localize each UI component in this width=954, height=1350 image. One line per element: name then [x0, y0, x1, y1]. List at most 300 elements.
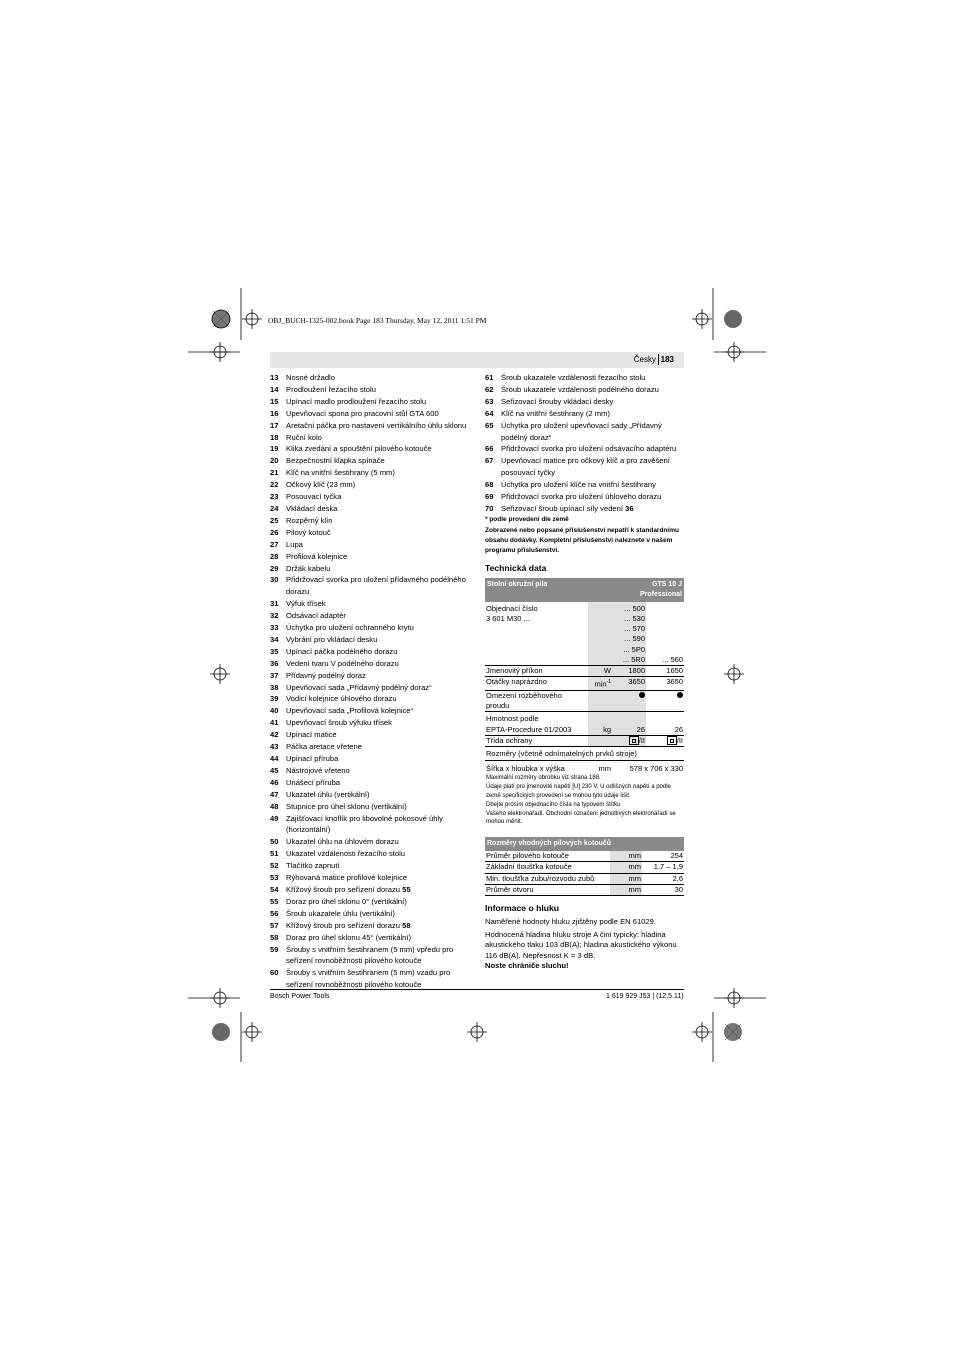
list-item — [485, 443, 685, 455]
item-number: 14 — [270, 384, 279, 394]
order-label — [485, 602, 588, 666]
noise-text-2: Hodnocená hladina hluku stroje A činí typicky: hladina akustického tlaku 103 dB(A); hladina akustického výkonu 116 dB(A). Nepřesnost K = 3 dB. — [485, 929, 677, 960]
item-text — [501, 420, 685, 444]
bullet-dot-icon — [639, 692, 645, 698]
item-text — [286, 467, 470, 479]
item-text — [286, 455, 470, 467]
list-item — [270, 491, 470, 503]
list-item — [485, 384, 685, 396]
item-number: 56 — [270, 908, 279, 918]
list-item — [270, 693, 470, 705]
header-separator — [658, 354, 659, 365]
item-label: Šroub ukazatele vzdálenosti podélného dorazu — [501, 384, 659, 394]
item-reference: 58 — [402, 920, 411, 930]
item-label: Ukazatel úhlu (vertikální) — [286, 789, 370, 799]
item-number: 13 — [270, 373, 279, 382]
item-label: Vedení tvaru V podélného dorazu — [286, 658, 399, 668]
list-item — [485, 372, 685, 384]
item-label: Držák kabelu — [286, 563, 331, 573]
accessory-note: Zobrazené nebo popsané příslušenství nepatří k standardnímu obsahu dodávky. Kompletní příslušenství naleznete v našem programu příslušenství. — [485, 526, 679, 554]
item-number: 68 — [485, 480, 494, 490]
list-item — [270, 384, 470, 396]
blade-unit: mm — [610, 873, 642, 884]
list-item — [270, 443, 470, 455]
item-text — [286, 622, 470, 634]
item-label: Úchytka pro uložení ochranného krytu — [286, 623, 414, 633]
list-item — [270, 467, 470, 479]
item-text — [286, 884, 470, 896]
list-item — [270, 563, 470, 575]
blade-row — [485, 884, 684, 895]
blade-label: Průměr otvoru — [485, 884, 610, 895]
item-text — [286, 682, 470, 694]
item-number: 49 — [270, 813, 279, 823]
whd-unit: mm — [598, 764, 611, 774]
list-item — [270, 777, 470, 789]
item-number: 35 — [270, 646, 279, 656]
item-label: Přidržovací svorka pro uložení přídavného podélného dorazu — [286, 575, 466, 597]
list-item — [270, 753, 470, 765]
item-text — [286, 574, 470, 598]
noise-warning: Noste chrániče sluchu! — [485, 961, 569, 971]
item-text — [501, 479, 685, 491]
item-text — [286, 789, 470, 801]
item-number: 17 — [270, 420, 279, 430]
list-item — [270, 539, 470, 551]
item-number: 47 — [270, 789, 279, 799]
footnote: * podle provedení dle země — [485, 515, 569, 523]
item-label: Pilový kotouč — [286, 527, 331, 537]
item-reference: 36 — [625, 503, 634, 513]
list-item — [270, 789, 470, 801]
weight-unit: kg — [588, 712, 612, 735]
item-text — [286, 813, 470, 837]
list-item — [485, 479, 685, 491]
list-item — [270, 884, 470, 896]
list-item — [270, 527, 470, 539]
item-number: 23 — [270, 492, 279, 502]
list-item — [485, 455, 685, 479]
item-text — [286, 896, 470, 908]
blade-table-header: Rozměry vhodných pilových kotoučů — [485, 837, 684, 851]
blade-unit: mm — [610, 884, 642, 895]
item-text — [286, 967, 470, 991]
tech-table-header-left: Stolní okružní pila — [485, 578, 612, 602]
startup-unit — [588, 691, 612, 712]
item-text — [286, 527, 470, 539]
list-item — [270, 967, 470, 991]
item-number: 39 — [270, 694, 279, 704]
item-label: Tlačítko zapnutí — [286, 861, 340, 871]
list-item — [270, 717, 470, 729]
item-text — [286, 908, 470, 920]
item-number: 16 — [270, 408, 279, 418]
list-item — [270, 932, 470, 944]
blade-dimensions-table — [485, 837, 684, 896]
weight-row — [485, 712, 684, 735]
blade-unit: mm — [610, 862, 642, 873]
item-number: 61 — [485, 373, 494, 382]
order-unit — [588, 602, 612, 666]
item-text — [286, 932, 470, 944]
item-text — [286, 729, 470, 741]
list-item — [270, 551, 470, 563]
item-number: 32 — [270, 611, 279, 621]
order-code: ... 5R0 — [622, 654, 645, 664]
class-value-a-text: /II — [638, 735, 645, 745]
power-value-a: 1800 — [612, 666, 646, 677]
list-item — [270, 729, 470, 741]
list-item — [270, 896, 470, 908]
item-text — [501, 455, 685, 479]
speed-value-a: 3650 — [612, 677, 646, 691]
item-label: Křížový šroub pro seřízení dorazu — [286, 884, 400, 894]
item-text — [286, 705, 470, 717]
item-text — [501, 408, 685, 420]
item-text — [286, 717, 470, 729]
item-label: Očkový klíč (23 mm) — [286, 480, 356, 490]
list-item — [270, 503, 470, 515]
item-text — [286, 443, 470, 455]
item-label: Přidržovací svorka pro uložení úhlového dorazu — [501, 492, 662, 502]
item-number: 34 — [270, 634, 279, 644]
order-code-b: ... 560 — [646, 602, 684, 666]
item-number: 25 — [270, 515, 279, 525]
item-label: Rozpěrný klín — [286, 515, 333, 525]
item-number: 63 — [485, 396, 494, 406]
list-item — [485, 503, 685, 515]
item-text — [286, 515, 470, 527]
item-text — [501, 372, 685, 384]
parts-list-left — [270, 372, 470, 991]
item-number: 66 — [485, 444, 494, 454]
class-value-b-text: /II — [676, 735, 683, 745]
list-item — [270, 908, 470, 920]
weight-label-2: EPTA-Procedure 01/2003 — [486, 724, 572, 734]
item-number: 58 — [270, 932, 279, 942]
list-item — [270, 682, 470, 694]
item-number: 44 — [270, 754, 279, 763]
item-label: Klíč na vnitřní šestihrany (2 mm) — [501, 408, 610, 418]
list-item — [270, 813, 470, 837]
item-text — [286, 491, 470, 503]
list-item — [270, 396, 470, 408]
item-text — [286, 836, 470, 848]
item-text — [286, 920, 470, 932]
item-number: 40 — [270, 706, 279, 716]
blade-value: 1,7 – 1,9 — [642, 862, 684, 873]
item-number: 22 — [270, 480, 279, 490]
item-number: 26 — [270, 527, 279, 537]
item-number: 42 — [270, 730, 279, 740]
item-text — [286, 551, 470, 563]
item-number: 50 — [270, 837, 279, 847]
footer-brand: Bosch Power Tools — [270, 993, 330, 1000]
item-label: Seřizovací šrouby vkládací desky — [501, 396, 614, 406]
item-text — [286, 693, 470, 705]
item-label: Nástrojové vřeteno — [286, 765, 350, 775]
item-number: 46 — [270, 777, 279, 787]
whd-row — [485, 761, 684, 775]
item-number: 67 — [485, 456, 494, 466]
item-text — [286, 872, 470, 884]
item-text — [286, 741, 470, 753]
item-number: 52 — [270, 861, 279, 871]
list-item — [485, 420, 685, 444]
item-label: Unášecí příruba — [286, 777, 341, 787]
dims-label: Rozměry (včetně odnímatelných prvků stroje) — [485, 747, 684, 761]
double-insulation-icon — [629, 736, 639, 745]
blade-value: 254 — [642, 851, 684, 862]
item-label: Šroub ukazatele vzdálenosti řezacího stolu — [501, 373, 646, 382]
item-number: 55 — [270, 896, 279, 906]
blade-label: Min. tloušťka zubu/rozvodu zubů — [485, 873, 610, 884]
item-text — [286, 944, 470, 968]
power-unit: W — [588, 666, 612, 677]
item-label: Šrouby s vnitřním šestihranem (5 mm) vzadu pro seřízení rovnoběžnosti pilového kotouče — [286, 968, 451, 990]
footer-rule — [270, 989, 684, 990]
list-item — [485, 408, 685, 420]
speed-value-b: 3650 — [646, 677, 684, 691]
list-item — [485, 396, 685, 408]
power-label: Jmenovitý příkon — [485, 666, 588, 677]
startup-label: Omezení rozběhového proudu — [485, 691, 588, 712]
list-item — [270, 420, 470, 432]
item-label: Vodicí kolejnice úhlového dorazu — [286, 694, 397, 704]
item-number: 70 — [485, 503, 494, 513]
item-text — [286, 848, 470, 860]
item-text — [286, 598, 470, 610]
item-label: Ukazatel úhlu na úhlovém dorazu — [286, 837, 399, 847]
item-label: Upínací madlo prodloužení řezacího stolu — [286, 396, 427, 406]
item-text — [286, 658, 470, 670]
item-label: Upevňovací šroub výfuku třísek — [286, 718, 392, 728]
tech-note-1: Maximální rozměry obrobku viz strana 188. — [486, 775, 601, 782]
right-column — [485, 372, 685, 972]
item-label: Upevňovací spona pro pracovní stůl GTA 600 — [286, 408, 439, 418]
item-label: Nosné držadlo — [286, 373, 335, 382]
item-label: Zajišťovací knoflík pro libovolné pokosové úhly (horizontální) — [286, 813, 443, 835]
tech-note-2: Údaje platí pro jmenovité napětí [U] 230 V. U odlišných napětí a podle země specifických provedení se mohou tyto údaje lišit. — [486, 784, 671, 800]
item-label: Křížový šroub pro seřízení dorazu — [286, 920, 400, 930]
item-label: Ukazatel vzdálenosti řezacího stolu — [286, 849, 406, 859]
item-text — [286, 646, 470, 658]
blade-label: Základní tloušťka kotouče — [485, 862, 610, 873]
speed-label: Otáčky naprázdno — [485, 677, 588, 691]
power-row — [485, 666, 684, 677]
item-text — [286, 777, 470, 789]
list-item — [270, 455, 470, 467]
item-label: Výfuk třísek — [286, 599, 326, 609]
item-label: Úchytka pro uložení upevňovací sady „Přídavný podélný doraz“ — [501, 420, 662, 442]
item-label: Upevňovací sada „Přídavný podélný doraz“ — [286, 682, 432, 692]
speed-unit-sup: -1 — [606, 679, 611, 686]
item-label: Seřizovací šroub upínací síly vedení — [501, 503, 623, 513]
item-number: 18 — [270, 432, 279, 442]
blade-row — [485, 873, 684, 884]
item-number: 62 — [485, 384, 494, 394]
item-number: 37 — [270, 670, 279, 680]
item-text — [286, 753, 470, 765]
print-header: OBJ_BUCH-1325-002.book Page 183 Thursday, May 12, 2011 1:51 PM — [268, 316, 487, 325]
weight-value-a: 26 — [612, 712, 646, 735]
item-text — [286, 801, 470, 813]
item-label: Klika zvedání a spouštění pilového kotouče — [286, 444, 432, 454]
item-text — [501, 503, 685, 515]
item-label: Prodloužení řezacího stolu — [286, 384, 376, 394]
list-item — [485, 491, 685, 503]
item-number: 31 — [270, 599, 279, 609]
noise-heading: Informace o hluku — [485, 903, 560, 914]
item-text — [286, 670, 470, 682]
item-number: 64 — [485, 408, 494, 418]
item-label: Posouvací tyčka — [286, 492, 342, 502]
order-label-2: 3 601 M30 ... — [486, 614, 530, 624]
list-item — [270, 408, 470, 420]
tech-notes-row — [485, 774, 684, 827]
item-text — [286, 420, 470, 432]
item-number: 65 — [485, 420, 494, 430]
list-item — [270, 944, 470, 968]
speed-row — [485, 677, 684, 691]
order-code: ... 570 — [624, 624, 645, 634]
item-reference: 55 — [402, 884, 411, 894]
class-label: Třída ochrany — [485, 735, 588, 746]
item-label: Ruční kolo — [286, 432, 322, 442]
item-label: Stupnice pro úhel sklonu (vertikální) — [286, 801, 407, 811]
item-text — [286, 503, 470, 515]
list-item — [270, 765, 470, 777]
tech-data-table — [485, 578, 684, 827]
parts-list-right — [485, 372, 685, 515]
item-text — [286, 384, 470, 396]
list-item — [270, 515, 470, 527]
item-number: 28 — [270, 551, 279, 561]
item-label: Úchytka pro uložení klíče na vnitřní šestihrany — [501, 480, 656, 490]
item-label: Upínací matice — [286, 730, 337, 740]
item-text — [286, 479, 470, 491]
footer-code: 1 619 929 J53 | (12.5.11) — [606, 993, 684, 1000]
item-text — [501, 384, 685, 396]
item-number: 38 — [270, 682, 279, 692]
item-text — [286, 563, 470, 575]
list-item — [270, 479, 470, 491]
item-text — [501, 491, 685, 503]
item-number: 57 — [270, 920, 279, 930]
list-item — [270, 860, 470, 872]
item-number: 43 — [270, 742, 279, 752]
item-number: 33 — [270, 623, 279, 633]
item-label: Bezpečnostní klapka spínače — [286, 456, 385, 466]
list-item — [270, 705, 470, 717]
list-item — [270, 646, 470, 658]
item-label: Šrouby s vnitřním šestihranem (5 mm) vpředu pro seřízení rovnoběžnosti pilového kotouče — [286, 944, 454, 966]
item-number: 45 — [270, 765, 279, 775]
item-text — [286, 860, 470, 872]
item-label: Přidržovací svorka pro uložení odsávacího adaptéru — [501, 444, 677, 454]
list-item — [270, 848, 470, 860]
list-item — [270, 598, 470, 610]
item-label: Páčka aretace vřetene — [286, 742, 362, 752]
startup-value-b — [646, 691, 684, 712]
item-number: 69 — [485, 492, 494, 502]
weight-label-1: Hmotnost podle — [486, 714, 539, 724]
list-item — [270, 872, 470, 884]
tech-data-heading: Technická data — [485, 562, 547, 573]
weight-label — [485, 712, 588, 735]
power-value-b: 1650 — [646, 666, 684, 677]
item-number: 30 — [270, 575, 279, 585]
page-language: Česky — [633, 355, 656, 364]
blade-row — [485, 862, 684, 873]
model-name: GTS 10 J — [652, 580, 682, 588]
page-header — [270, 352, 684, 368]
startup-current-row — [485, 691, 684, 712]
list-item — [270, 622, 470, 634]
order-code: ... 5P0 — [623, 644, 645, 654]
tech-note-4: Vašeho elektronářadí. Obchodní označení jednotlivých elektronářadí se mohou měnit. — [486, 810, 676, 826]
page-number: 183 — [660, 355, 674, 364]
startup-value-a — [612, 691, 646, 712]
bullet-dot-icon — [677, 692, 683, 698]
item-number: 15 — [270, 396, 279, 406]
order-code: ... 590 — [624, 634, 645, 644]
noise-text-1: Naměřené hodnoty hluku zjištěny podle EN 61029. — [485, 917, 656, 927]
item-text — [286, 634, 470, 646]
item-number: 51 — [270, 849, 279, 859]
weight-value-b: 26 — [674, 724, 683, 734]
item-label: Upevňovací matice pro očkový klíč a pro zavěšení posouvací tyčky — [501, 456, 670, 478]
list-item — [270, 658, 470, 670]
blade-row — [485, 851, 684, 862]
list-item — [270, 610, 470, 622]
item-number: 53 — [270, 873, 279, 883]
item-number: 20 — [270, 456, 279, 466]
whd-value: 578 x 706 x 330 — [629, 764, 683, 774]
item-label: Odsávací adaptér — [286, 611, 346, 621]
item-number: 36 — [270, 658, 279, 668]
item-label: Upevňovací sada „Profilová kolejnice“ — [286, 706, 414, 716]
item-number: 60 — [270, 968, 279, 978]
blade-value: 2,6 — [642, 873, 684, 884]
item-label: Rýhovaná matice profilové kolejnice — [286, 873, 408, 883]
item-text — [501, 396, 685, 408]
item-number: 48 — [270, 801, 279, 811]
item-label: Přídavný podélný doraz — [286, 670, 366, 680]
item-number: 21 — [270, 468, 279, 478]
item-number: 59 — [270, 944, 279, 954]
tech-table-header-model — [612, 578, 684, 602]
list-item — [270, 801, 470, 813]
item-number: 54 — [270, 884, 279, 894]
item-label: Lupa — [286, 539, 303, 549]
list-item — [270, 920, 470, 932]
class-value-b — [646, 735, 684, 746]
list-item — [270, 574, 470, 598]
model-sub: Professional — [639, 590, 682, 598]
order-code: ... 530 — [624, 614, 645, 624]
double-insulation-icon — [667, 736, 677, 745]
item-text — [286, 610, 470, 622]
item-text — [286, 432, 470, 444]
dimensions-heading-row — [485, 747, 684, 761]
speed-unit-text: min — [594, 679, 607, 689]
list-item — [270, 372, 470, 384]
item-text — [286, 396, 470, 408]
item-label: Upínací příruba — [286, 754, 339, 763]
order-code: ... 500 — [624, 603, 645, 613]
item-text — [286, 372, 470, 384]
